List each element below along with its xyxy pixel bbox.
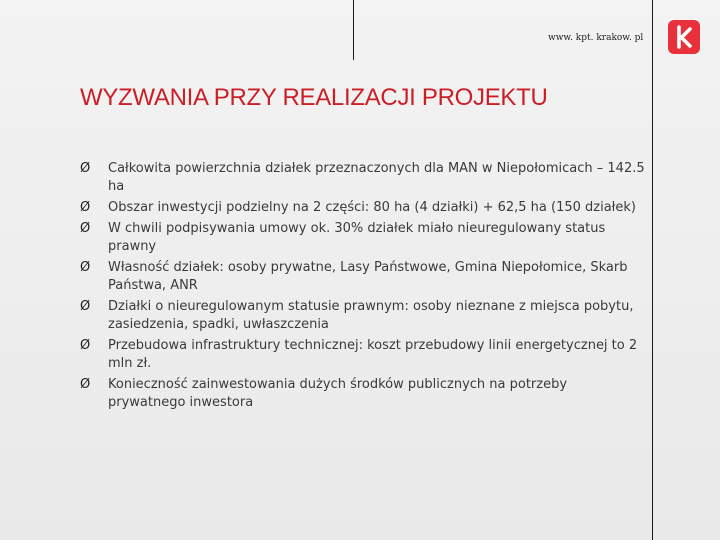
bullet-item [80, 220, 645, 256]
bullet-text: Całkowita powierzchnia działek przeznaczonych dla MAN w Niepołomicach – 142.5 ha [108, 161, 645, 194]
bullet-marker-icon: Ø [80, 200, 91, 215]
bullet-marker-icon: Ø [80, 260, 91, 275]
bullet-marker-icon: Ø [80, 338, 91, 353]
kpt-k-logo-icon [668, 20, 700, 54]
bullet-marker-icon: Ø [80, 221, 91, 236]
bullet-list [80, 160, 645, 415]
bullet-text: W chwili podpisywania umowy ok. 30% działek miało nieuregulowany status prawny [108, 221, 606, 254]
bullet-text: Konieczność zainwestowania dużych środków publicznych na potrzeby prywatnego inwestora [108, 377, 568, 410]
bullet-item [80, 298, 645, 334]
bullet-text: Przebudowa infrastruktury technicznej: koszt przebudowy linii energetycznej to 2 mln zł. [108, 338, 638, 371]
bullet-item [80, 259, 645, 295]
bullet-text: Własność działek: osoby prywatne, Lasy Państwowe, Gmina Niepołomice, Skarb Państwa, ANR [108, 260, 628, 293]
right-divider-line [652, 0, 653, 540]
bullet-marker-icon: Ø [80, 299, 91, 314]
bullet-text: Obszar inwestycji podzielny na 2 części: 80 ha (4 działki) + 62,5 ha (150 działek) [108, 200, 636, 215]
bullet-marker-icon: Ø [80, 161, 91, 176]
slide-title: WYZWANIA PRZY REALIZACJI PROJEKTU [80, 84, 548, 111]
bullet-item [80, 337, 645, 373]
bullet-item [80, 160, 645, 196]
bullet-item [80, 376, 645, 412]
bullet-marker-icon: Ø [80, 377, 91, 392]
top-divider-line [353, 0, 354, 60]
bullet-text: Działki o nieuregulowanym statusie prawnym: osoby nieznane z miejsca pobytu, zasiedzenia, spadki, uwłaszczenia [108, 299, 634, 332]
bullet-item [80, 199, 645, 217]
header-url: www. kpt. krakow. pl [548, 33, 644, 43]
